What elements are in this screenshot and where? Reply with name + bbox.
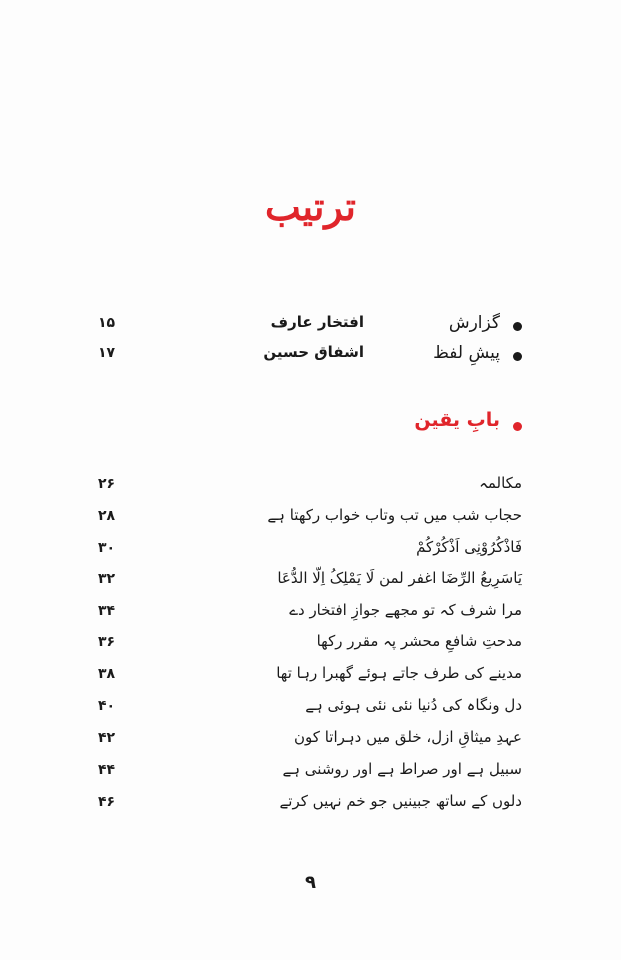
entry-title: دلوں کے ساتھ جبینیں جو خم نہیں کرتے (279, 792, 522, 810)
entry-page-number: ۳۸ (98, 666, 116, 682)
toc-entry (98, 601, 522, 629)
entry-title: یَاسَرِیعُ الرِّضَا اغفر لمن لَا یَمْلِکُ اِلّا الدُّعَا (277, 569, 522, 587)
entry-page-number: ۴۰ (98, 698, 116, 714)
entry-title: فَاذْکُرُوْنِی اَذْکُرْکُمْ (416, 538, 522, 556)
entry-author: اشفاق حسین (263, 343, 364, 361)
entry-title: مدحتِ شافعِ محشر پہ مقرر رکھا (316, 632, 522, 650)
entry-page-number: ۱۷ (98, 345, 116, 361)
bullet-icon (513, 322, 522, 331)
entry-page-number: ۲۶ (98, 476, 116, 492)
toc-entry (98, 664, 522, 692)
toc-entry (98, 506, 522, 534)
toc-entry (98, 696, 522, 724)
toc-entry (98, 474, 522, 502)
entry-title: مدینے کی طرف جاتے ہوئے گھبرا رہا تھا (276, 664, 522, 682)
entry-page-number: ۳۲ (98, 571, 116, 587)
entry-page-number: ۳۶ (98, 634, 116, 650)
entry-page-number: ۳۴ (98, 603, 116, 619)
entry-page-number: ۴۶ (98, 794, 116, 810)
entry-author: افتخار عارف (270, 313, 364, 331)
entry-title: مرا شرف کہ تو مجھے جوازِ افتخار دے (289, 601, 522, 619)
section-label: بابِ یقین (414, 409, 500, 431)
toc-entry (98, 632, 522, 660)
entry-title: مکالمہ (479, 474, 522, 492)
toc-entry (98, 728, 522, 756)
page-title: ترتیب (265, 184, 356, 229)
page-number: ۹ (305, 872, 316, 893)
entry-page-number: ۱۵ (98, 315, 116, 331)
entry-page-number: ۲۸ (98, 508, 116, 524)
entry-page-number: ۳۰ (98, 540, 116, 556)
toc-intro-row (98, 313, 522, 341)
entry-label: پیشِ لفظ (433, 343, 500, 363)
toc-entry (98, 760, 522, 788)
entry-title: عہدِ میثاقِ ازل، خلق میں دہراتا کون (294, 728, 522, 746)
toc-entry (98, 569, 522, 597)
entry-page-number: ۴۲ (98, 730, 116, 746)
entry-page-number: ۴۴ (98, 762, 116, 778)
bullet-icon (513, 352, 522, 361)
entry-title: حجاب شب میں تب وتاب خواب رکھتا ہے (267, 506, 522, 524)
toc-intro-row (98, 343, 522, 371)
bullet-icon (513, 422, 522, 431)
toc-entry (98, 538, 522, 566)
section-heading (98, 409, 522, 441)
toc-entry (98, 792, 522, 820)
entry-title: سبیل ہے اور صراط ہے اور روشنی ہے (282, 760, 522, 778)
entry-label: گزارش (448, 313, 500, 333)
entry-title: دل ونگاہ کی دُنیا نئی نئی ہوئی ہے (305, 696, 522, 714)
